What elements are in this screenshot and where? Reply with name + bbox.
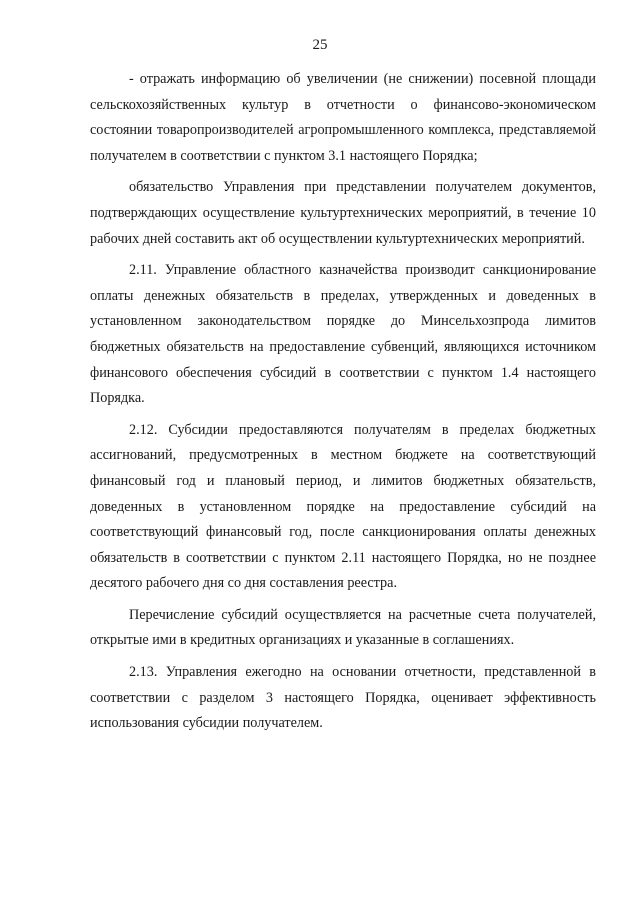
paragraph-transfer: Перечисление субсидий осуществляется на расчетные счета получателей, открытые ими в кредитных организациях и указанные в соглашениях. xyxy=(90,606,596,649)
paragraph-management-obligation: обязательство Управления при представлении получателем документов, подтверждающих осуществление культуртехнических мероприятий, в течение 10 рабочих дней составить акт об осуществлении культуртехнических мероприятий. xyxy=(90,179,596,247)
document-body xyxy=(90,67,596,743)
paragraph-clause-2-11: 2.11. Управление областного казначейства производит санкционирование оплаты денежных обязательств в пределах, утвержденных и доведенных в установленном законодательством порядке до Минсельхозпрода лимитов бюджетных обязательств на предоставление субвенций, являющихся источником финансового обеспечения субсидий в соответствии с пунктом 1.4 настоящего Порядка. xyxy=(90,262,596,407)
paragraph-reporting-obligation: - отражать информацию об увеличении (не снижении) посевной площади сельскохозяйственных культур в отчетности о финансово-экономическом состоянии товаропроизводителей агропромышленного комплекса, представляемой получателем в соответствии с пунктом 3.1 настоящего Порядка; xyxy=(90,71,596,164)
page-number: 25 xyxy=(312,37,328,53)
paragraph-clause-2-12: 2.12. Субсидии предоставляются получателям в пределах бюджетных ассигнований, предусмотренных в местном бюджете на соответствующий финансовый год и плановый период, и лимитов бюджетных обязательств, доведенных в установленном порядке на предоставление субсидий на соответствующий финансовый год, после санкционирования оплаты денежных обязательств в соответствии с пунктом 2.11 настоящего Порядка, но не позднее десятого рабочего дня со дня составления реестра. xyxy=(90,421,596,592)
paragraph-clause-2-13: 2.13. Управления ежегодно на основании отчетности, представленной в соответствии с разделом 3 настоящего Порядка, оценивает эффективность использования субсидии получателем. xyxy=(90,664,596,732)
